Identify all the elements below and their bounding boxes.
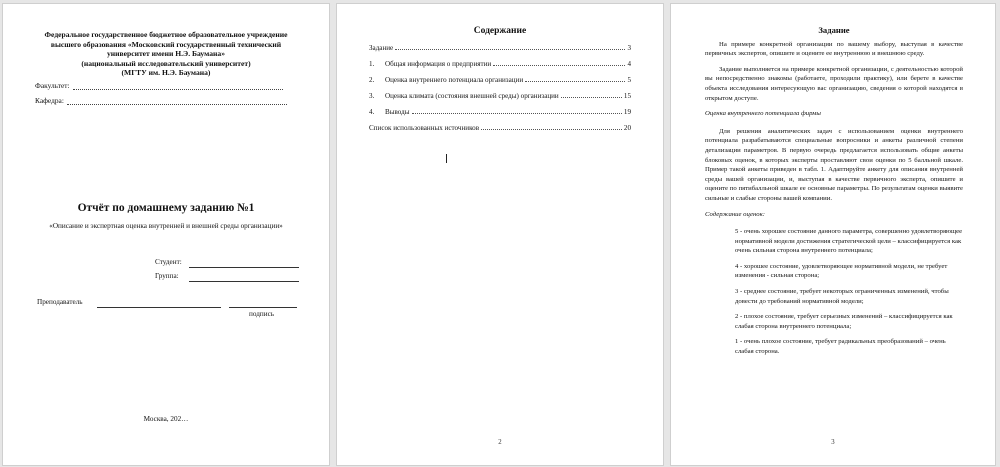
institution-header	[33, 30, 299, 78]
institution-line: высшего образования «Московский государственный технический	[50, 39, 282, 49]
toc-page	[336, 3, 664, 466]
toc-entry-text: Список использованных источников	[369, 124, 480, 132]
toc-entry[interactable]	[369, 60, 631, 68]
task-paragraph: Для решения аналитических задач с использованием оценки внутреннего потенциала разрабатываются специальные вопросники и анкеты различной степени детализации параметров. В первую очередь предлагается использовать общие анкеты блоковых оценок, в которых эксперты проставляют свои оценки по 5 балльной шкале. Пример такой анкеты приведен в табл. 1. Адаптируйте анкету для описания внутренней среды вашей организации, и, выступая в качестве первичного эксперта, опишите и оцените по пятибалльной шкале ее основные параметры. По результатам оценки выявите сильные и слабые стороны вашей компании.	[705, 127, 963, 202]
toc-entry-page: 20	[623, 124, 631, 132]
score-item: 3 - среднее состояние, требует некоторых ограниченных изменений, чтобы довести до требований нормативной модели;	[735, 288, 949, 305]
report-subtitle: «Описание и экспертная оценка внутренней и внешней среды организации»	[49, 222, 283, 230]
toc-entry-page: 4	[627, 60, 631, 68]
toc-leader	[525, 81, 625, 82]
department-dotted-line	[67, 97, 287, 105]
faculty-field	[35, 81, 283, 90]
signature-label: подпись	[249, 310, 275, 318]
text-cursor[interactable]	[446, 154, 447, 163]
group-label: Группа:	[155, 272, 179, 280]
teacher-label: Преподаватель	[37, 298, 83, 306]
student-line	[189, 267, 299, 268]
score-item: 2 - плохое состояние, требует серьезных изменений – классифицируется как слабая сторона внутреннего потенциала;	[735, 313, 953, 330]
toc-entry[interactable]	[369, 44, 631, 52]
task-heading: Задание	[818, 25, 850, 35]
page-number: 2	[498, 439, 502, 446]
toc-entry-page: 3	[627, 44, 631, 52]
toc-entry-number: 4.	[369, 108, 375, 116]
toc-entry-number: 1.	[369, 60, 375, 68]
section-subheading: Содержание оценок:	[705, 210, 765, 218]
faculty-label: Факультет:	[35, 81, 70, 90]
score-item: 5 - очень хорошее состояние данного параметра, совершенно удовлетворяющее нормативной модели достижения стратегической цели – классифицируется как очень сильная сторона внутреннего потенциала;	[735, 228, 963, 255]
toc-entry[interactable]	[369, 124, 631, 132]
task-page	[670, 3, 996, 466]
title-page	[2, 3, 330, 466]
toc-entry-page: 19	[623, 108, 631, 116]
toc-entry-number: 2.	[369, 76, 375, 84]
student-label: Студент:	[155, 258, 182, 266]
toc-leader	[561, 97, 622, 98]
score-list	[705, 227, 963, 357]
toc-entry-number: 3.	[369, 92, 375, 100]
score-item: 1 - очень плохое состояние, требует радикальных преобразований – очень слабая сторона.	[735, 338, 946, 356]
toc-entry[interactable]	[369, 108, 631, 116]
institution-line: (МГТУ им. Н.Э. Баумана)	[121, 68, 211, 78]
toc-entry-page: 5	[627, 76, 631, 84]
toc-entry-page: 15	[623, 92, 631, 100]
toc-entry[interactable]	[369, 92, 631, 100]
toc-entry-text: Задание	[369, 44, 394, 52]
institution-line: университет имени Н.Э. Баумана»	[106, 49, 226, 59]
toc-leader	[412, 113, 622, 114]
section-subheading: Оценка внутреннего потенциала фирмы	[705, 110, 821, 118]
toc-title: Содержание	[473, 26, 527, 36]
toc-entry[interactable]	[369, 76, 631, 84]
teacher-name-line	[97, 307, 221, 308]
page-number: 3	[831, 439, 835, 446]
toc-entry-text: Выводы	[385, 108, 410, 116]
task-paragraph: На примере конкретной организации по вашему выбору, выступая в качестве первичных экспертов, опишите и оцените ее внутреннюю и внешнюю среду.	[705, 40, 963, 58]
task-body	[705, 26, 963, 363]
score-item: 4 - хорошее состояние, удовлетворяющее нормативной модели, не требует изменения - сильная сторона;	[735, 262, 948, 280]
toc-entry-text: Общая информация о предприятии	[385, 60, 492, 68]
report-title: Отчёт по домашнему заданию №1	[77, 202, 255, 214]
toc-entry-text: Оценка внутреннего потенциала организации	[385, 76, 524, 84]
department-field	[35, 96, 287, 105]
signature-line	[229, 307, 297, 308]
institution-line: (национальный исследовательский университет)	[81, 58, 251, 68]
institution-line: Федеральное государственное бюджетное образовательное учреждение	[44, 30, 288, 39]
city-year: Москва, 202…	[143, 415, 189, 423]
task-paragraph: Задание выполняется на примере конкретной организации, с деятельностью которой вы непосредственно знакомы (работаете, проходили практику), или берете в качестве объекта исследования интересующую вас организацию, сведения о которой находятся в открытом доступе.	[705, 65, 963, 102]
toc-leader	[481, 129, 622, 130]
toc-entry-text: Оценка климата (состояния внешней среды) организации	[385, 92, 559, 100]
toc-leader	[395, 49, 625, 50]
toc-leader	[493, 65, 625, 66]
group-line	[189, 281, 299, 282]
department-label: Кафедра:	[35, 96, 64, 105]
faculty-dotted-line	[73, 82, 283, 90]
